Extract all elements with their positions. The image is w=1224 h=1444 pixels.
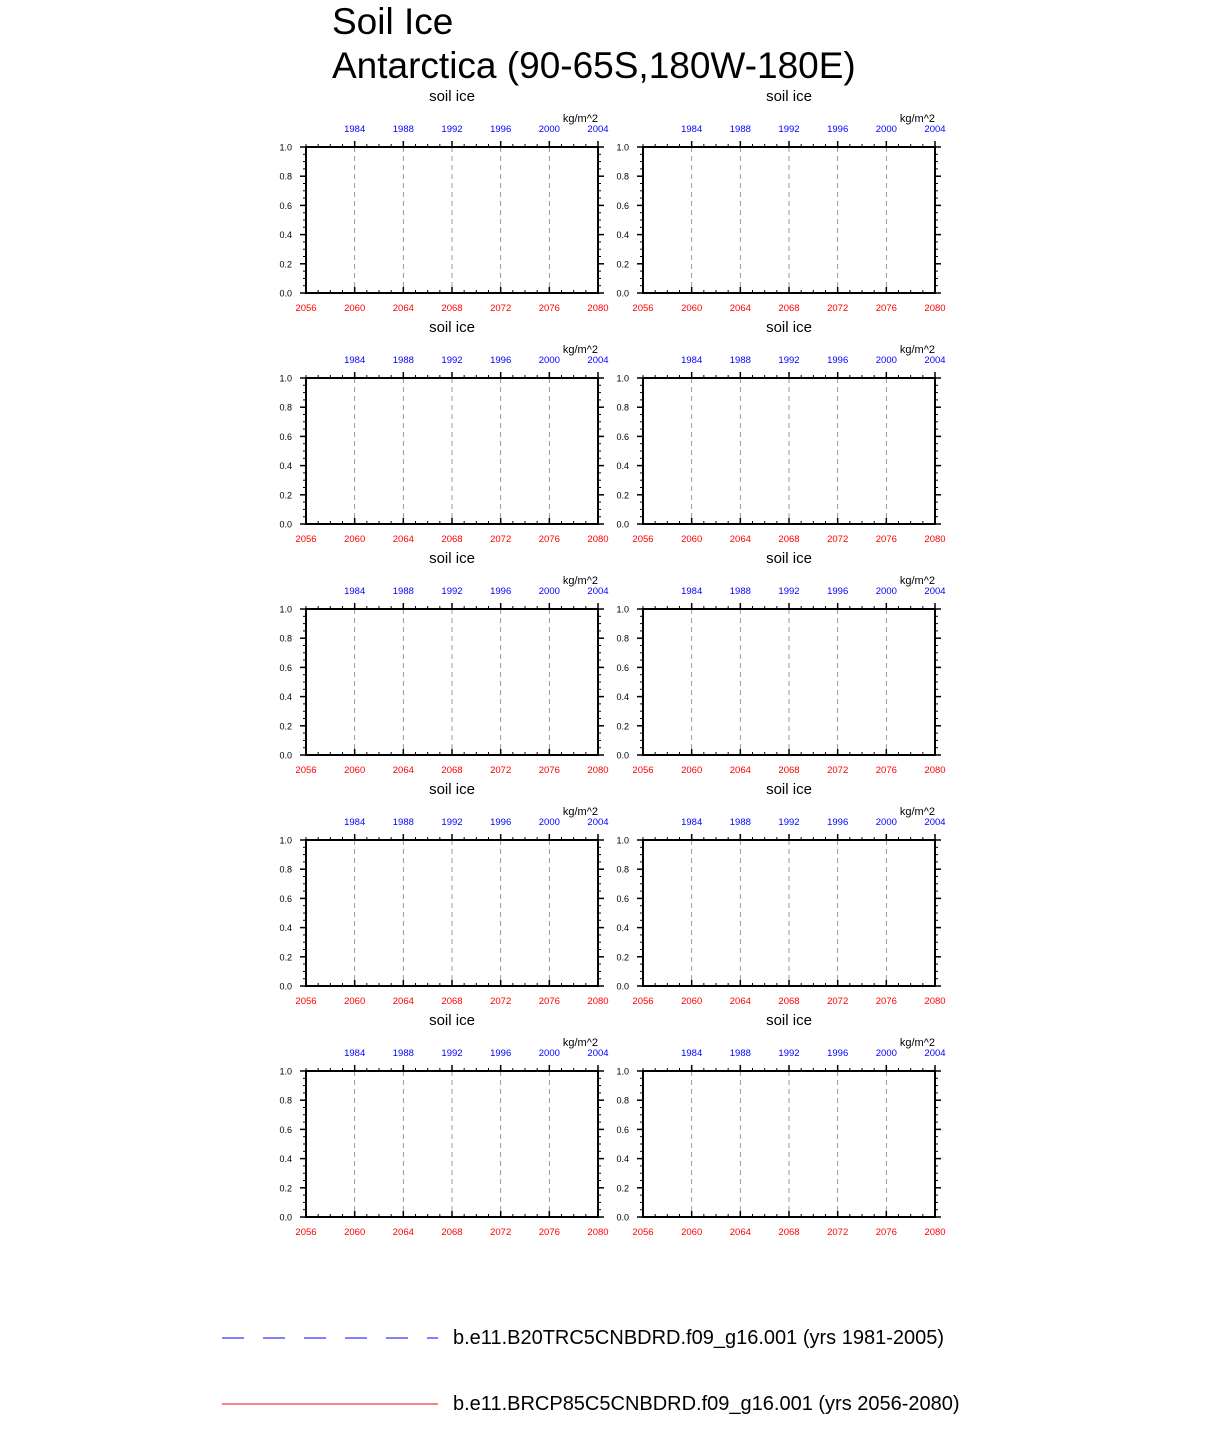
y-tick-label: 0.0	[616, 1212, 629, 1223]
x-tick-label: 2068	[778, 534, 800, 545]
y-tick-label: 0.4	[616, 461, 629, 472]
y-tick-label: 0.2	[616, 259, 629, 270]
top-tick-label: 1984	[681, 1048, 703, 1059]
top-tick-label: 1992	[441, 355, 463, 366]
x-tick-label: 2056	[632, 534, 654, 545]
y-tick-label: 0.0	[279, 519, 292, 530]
panel-title: soil ice	[429, 550, 475, 567]
top-tick-label: 1984	[344, 355, 366, 366]
x-tick-label: 2076	[538, 303, 560, 314]
y-tick-label: 0.8	[616, 171, 629, 182]
top-tick-label: 2004	[924, 817, 946, 828]
x-tick-label: 2080	[587, 765, 609, 776]
x-tick-label: 2056	[295, 303, 317, 314]
x-tick-label: 2068	[441, 1227, 463, 1238]
panel-title: soil ice	[429, 1012, 475, 1029]
top-tick-label: 1988	[392, 124, 414, 135]
y-tick-label: 0.8	[279, 171, 292, 182]
x-tick-label: 2076	[538, 765, 560, 776]
x-tick-label: 2064	[392, 765, 414, 776]
chart-panel-3	[279, 319, 608, 545]
x-tick-label: 2072	[490, 765, 512, 776]
x-tick-label: 2080	[924, 534, 946, 545]
x-tick-label: 2076	[538, 1227, 560, 1238]
units-label: kg/m^2	[899, 113, 935, 125]
y-tick-label: 0.6	[279, 200, 292, 211]
x-tick-label: 2060	[344, 765, 366, 776]
top-tick-label: 2004	[924, 124, 946, 135]
figure-title-line1: Soil Ice	[332, 1, 454, 42]
x-tick-label: 2068	[441, 765, 463, 776]
top-tick-label: 2000	[875, 124, 897, 135]
x-tick-label: 2072	[490, 996, 512, 1007]
panel-title: soil ice	[766, 781, 812, 798]
x-tick-label: 2072	[827, 303, 849, 314]
y-tick-label: 0.2	[279, 721, 292, 732]
x-tick-label: 2056	[295, 765, 317, 776]
x-tick-label: 2076	[875, 996, 897, 1007]
y-tick-label: 0.2	[279, 952, 292, 963]
y-tick-label: 0.2	[616, 1183, 629, 1194]
x-tick-label: 2080	[924, 1227, 946, 1238]
y-tick-label: 0.2	[279, 1183, 292, 1194]
x-tick-label: 2080	[587, 996, 609, 1007]
y-tick-label: 0.6	[616, 893, 629, 904]
x-tick-label: 2060	[681, 996, 703, 1007]
y-tick-label: 0.8	[279, 633, 292, 644]
x-tick-label: 2068	[441, 534, 463, 545]
panel-title: soil ice	[429, 88, 475, 105]
x-tick-label: 2068	[441, 996, 463, 1007]
top-tick-label: 2000	[538, 817, 560, 828]
top-tick-label: 2000	[538, 124, 560, 135]
figure-title-line2: Antarctica (90-65S,180W-180E)	[332, 45, 856, 86]
x-tick-label: 2072	[490, 534, 512, 545]
x-tick-label: 2072	[827, 765, 849, 776]
y-tick-label: 1.0	[279, 604, 292, 615]
legend-swatch-solid-red	[222, 1389, 438, 1419]
top-tick-label: 1984	[681, 124, 703, 135]
x-tick-label: 2076	[875, 534, 897, 545]
chart-panel-7	[279, 781, 608, 1007]
top-tick-label: 2004	[924, 586, 946, 597]
units-label: kg/m^2	[899, 344, 935, 356]
y-tick-label: 0.6	[616, 1124, 629, 1135]
y-tick-label: 1.0	[279, 373, 292, 384]
top-tick-label: 1988	[729, 1048, 751, 1059]
legend-label-rcp85: b.e11.BRCP85C5CNBDRD.f09_g16.001 (yrs 2056-2080)	[453, 1393, 960, 1415]
units-label: kg/m^2	[899, 575, 935, 587]
chart-panel-9	[279, 1012, 608, 1238]
top-tick-label: 1992	[441, 586, 463, 597]
top-tick-label: 2004	[587, 817, 609, 828]
x-tick-label: 2060	[681, 1227, 703, 1238]
y-tick-label: 1.0	[616, 142, 629, 153]
top-tick-label: 1992	[778, 124, 800, 135]
y-tick-label: 0.8	[616, 1095, 629, 1106]
y-tick-label: 0.0	[616, 750, 629, 761]
y-tick-label: 0.2	[279, 259, 292, 270]
y-tick-label: 0.4	[616, 692, 629, 703]
top-tick-label: 2000	[538, 1048, 560, 1059]
top-tick-label: 1996	[490, 586, 512, 597]
y-tick-label: 0.6	[279, 893, 292, 904]
x-tick-label: 2056	[632, 1227, 654, 1238]
units-label: kg/m^2	[899, 1037, 935, 1049]
top-tick-label: 2000	[538, 355, 560, 366]
top-tick-label: 2004	[924, 1048, 946, 1059]
top-tick-label: 1984	[681, 355, 703, 366]
x-tick-label: 2064	[729, 1227, 751, 1238]
x-tick-label: 2064	[392, 534, 414, 545]
top-tick-label: 2000	[538, 586, 560, 597]
x-tick-label: 2068	[778, 765, 800, 776]
top-tick-label: 1996	[827, 355, 849, 366]
y-tick-label: 0.8	[616, 864, 629, 875]
x-tick-label: 2060	[344, 303, 366, 314]
top-tick-label: 2004	[924, 355, 946, 366]
panel-title: soil ice	[766, 88, 812, 105]
y-tick-label: 0.4	[616, 923, 629, 934]
y-tick-label: 0.4	[279, 692, 292, 703]
top-tick-label: 1992	[441, 124, 463, 135]
y-tick-label: 0.6	[279, 1124, 292, 1135]
y-tick-label: 0.0	[616, 519, 629, 530]
x-tick-label: 2064	[392, 303, 414, 314]
y-tick-label: 0.8	[279, 864, 292, 875]
y-tick-label: 0.6	[279, 431, 292, 442]
x-tick-label: 2056	[632, 996, 654, 1007]
y-tick-label: 0.4	[279, 923, 292, 934]
y-tick-label: 1.0	[616, 373, 629, 384]
units-label: kg/m^2	[562, 806, 598, 818]
y-tick-label: 0.4	[616, 1154, 629, 1165]
x-tick-label: 2068	[441, 303, 463, 314]
legend-label-historical: b.e11.B20TRC5CNBDRD.f09_g16.001 (yrs 1981-2005)	[453, 1327, 945, 1349]
top-tick-label: 1988	[392, 1048, 414, 1059]
panel-title: soil ice	[429, 319, 475, 336]
y-tick-label: 0.6	[616, 431, 629, 442]
y-tick-label: 0.0	[616, 288, 629, 299]
units-label: kg/m^2	[899, 806, 935, 818]
top-tick-label: 1996	[827, 124, 849, 135]
y-tick-label: 1.0	[279, 1066, 292, 1077]
y-tick-label: 1.0	[616, 1066, 629, 1077]
top-tick-label: 1988	[392, 355, 414, 366]
top-tick-label: 1988	[729, 355, 751, 366]
x-tick-label: 2080	[924, 996, 946, 1007]
y-tick-label: 0.0	[279, 1212, 292, 1223]
panel-title: soil ice	[766, 319, 812, 336]
y-tick-label: 1.0	[616, 835, 629, 846]
x-tick-label: 2056	[295, 534, 317, 545]
chart-panel-1	[279, 88, 608, 314]
top-tick-label: 1984	[344, 124, 366, 135]
x-tick-label: 2056	[295, 996, 317, 1007]
top-tick-label: 1992	[778, 817, 800, 828]
top-tick-label: 1984	[344, 817, 366, 828]
top-tick-label: 1996	[490, 817, 512, 828]
y-tick-label: 0.4	[279, 461, 292, 472]
top-tick-label: 1988	[729, 124, 751, 135]
top-tick-label: 1992	[441, 1048, 463, 1059]
panel-title: soil ice	[766, 550, 812, 567]
x-tick-label: 2068	[778, 1227, 800, 1238]
y-tick-label: 0.6	[616, 200, 629, 211]
x-tick-label: 2060	[344, 1227, 366, 1238]
y-tick-label: 0.4	[616, 230, 629, 241]
x-tick-label: 2080	[924, 765, 946, 776]
top-tick-label: 1984	[344, 586, 366, 597]
x-tick-label: 2064	[392, 1227, 414, 1238]
x-tick-label: 2068	[778, 996, 800, 1007]
chart-panel-2	[616, 88, 945, 314]
top-tick-label: 1996	[490, 355, 512, 366]
y-tick-label: 0.8	[279, 402, 292, 413]
y-tick-label: 0.8	[616, 633, 629, 644]
top-tick-label: 2004	[587, 1048, 609, 1059]
y-tick-label: 0.2	[616, 721, 629, 732]
y-tick-label: 1.0	[279, 142, 292, 153]
y-tick-label: 0.6	[279, 662, 292, 673]
y-tick-label: 0.0	[279, 288, 292, 299]
legend-swatch-dashed-blue	[222, 1323, 438, 1353]
y-tick-label: 0.4	[279, 1154, 292, 1165]
top-tick-label: 1988	[392, 586, 414, 597]
units-label: kg/m^2	[562, 1037, 598, 1049]
x-tick-label: 2060	[681, 765, 703, 776]
top-tick-label: 1992	[778, 355, 800, 366]
x-tick-label: 2064	[729, 996, 751, 1007]
y-tick-label: 1.0	[616, 604, 629, 615]
y-tick-label: 0.2	[279, 490, 292, 501]
chart-panel-8	[616, 781, 945, 1007]
y-tick-label: 0.6	[616, 662, 629, 673]
y-tick-label: 0.2	[616, 952, 629, 963]
top-tick-label: 1988	[392, 817, 414, 828]
chart-panel-4	[616, 319, 945, 545]
y-tick-label: 0.8	[279, 1095, 292, 1106]
chart-panel-6	[616, 550, 945, 776]
x-tick-label: 2076	[538, 534, 560, 545]
units-label: kg/m^2	[562, 575, 598, 587]
panel-title: soil ice	[766, 1012, 812, 1029]
top-tick-label: 1996	[827, 817, 849, 828]
x-tick-label: 2064	[729, 534, 751, 545]
legend-entry-historical	[222, 1323, 1022, 1353]
x-tick-label: 2076	[875, 1227, 897, 1238]
x-tick-label: 2060	[681, 303, 703, 314]
x-tick-label: 2072	[827, 1227, 849, 1238]
y-tick-label: 0.0	[279, 750, 292, 761]
top-tick-label: 2000	[875, 1048, 897, 1059]
top-tick-label: 2000	[875, 586, 897, 597]
x-tick-label: 2080	[587, 534, 609, 545]
x-tick-label: 2076	[875, 303, 897, 314]
y-tick-label: 1.0	[279, 835, 292, 846]
top-tick-label: 1992	[778, 586, 800, 597]
y-tick-label: 0.0	[279, 981, 292, 992]
y-tick-label: 0.8	[616, 402, 629, 413]
top-tick-label: 2000	[875, 355, 897, 366]
x-tick-label: 2076	[538, 996, 560, 1007]
top-tick-label: 1984	[344, 1048, 366, 1059]
top-tick-label: 1988	[729, 586, 751, 597]
top-tick-label: 2000	[875, 817, 897, 828]
y-tick-label: 0.4	[279, 230, 292, 241]
x-tick-label: 2064	[729, 303, 751, 314]
top-tick-label: 1992	[441, 817, 463, 828]
x-tick-label: 2080	[587, 1227, 609, 1238]
x-tick-label: 2080	[924, 303, 946, 314]
x-tick-label: 2060	[344, 534, 366, 545]
x-tick-label: 2064	[729, 765, 751, 776]
units-label: kg/m^2	[562, 113, 598, 125]
x-tick-label: 2068	[778, 303, 800, 314]
x-tick-label: 2072	[490, 303, 512, 314]
units-label: kg/m^2	[562, 344, 598, 356]
top-tick-label: 2004	[587, 586, 609, 597]
top-tick-label: 1996	[827, 586, 849, 597]
x-tick-label: 2072	[827, 534, 849, 545]
top-tick-label: 2004	[587, 124, 609, 135]
x-tick-label: 2072	[490, 1227, 512, 1238]
top-tick-label: 1984	[681, 817, 703, 828]
x-tick-label: 2056	[632, 303, 654, 314]
top-tick-label: 1988	[729, 817, 751, 828]
x-tick-label: 2080	[587, 303, 609, 314]
x-tick-label: 2060	[344, 996, 366, 1007]
panel-title: soil ice	[429, 781, 475, 798]
top-tick-label: 1992	[778, 1048, 800, 1059]
y-tick-label: 0.0	[616, 981, 629, 992]
top-tick-label: 1984	[681, 586, 703, 597]
x-tick-label: 2060	[681, 534, 703, 545]
x-tick-label: 2056	[632, 765, 654, 776]
top-tick-label: 1996	[827, 1048, 849, 1059]
x-tick-label: 2072	[827, 996, 849, 1007]
top-tick-label: 1996	[490, 124, 512, 135]
top-tick-label: 1996	[490, 1048, 512, 1059]
chart-panel-10	[616, 1012, 945, 1238]
top-tick-label: 2004	[587, 355, 609, 366]
legend-entry-rcp85	[222, 1389, 1022, 1419]
x-tick-label: 2056	[295, 1227, 317, 1238]
y-tick-label: 0.2	[616, 490, 629, 501]
x-tick-label: 2076	[875, 765, 897, 776]
chart-panel-5	[279, 550, 608, 776]
x-tick-label: 2064	[392, 996, 414, 1007]
